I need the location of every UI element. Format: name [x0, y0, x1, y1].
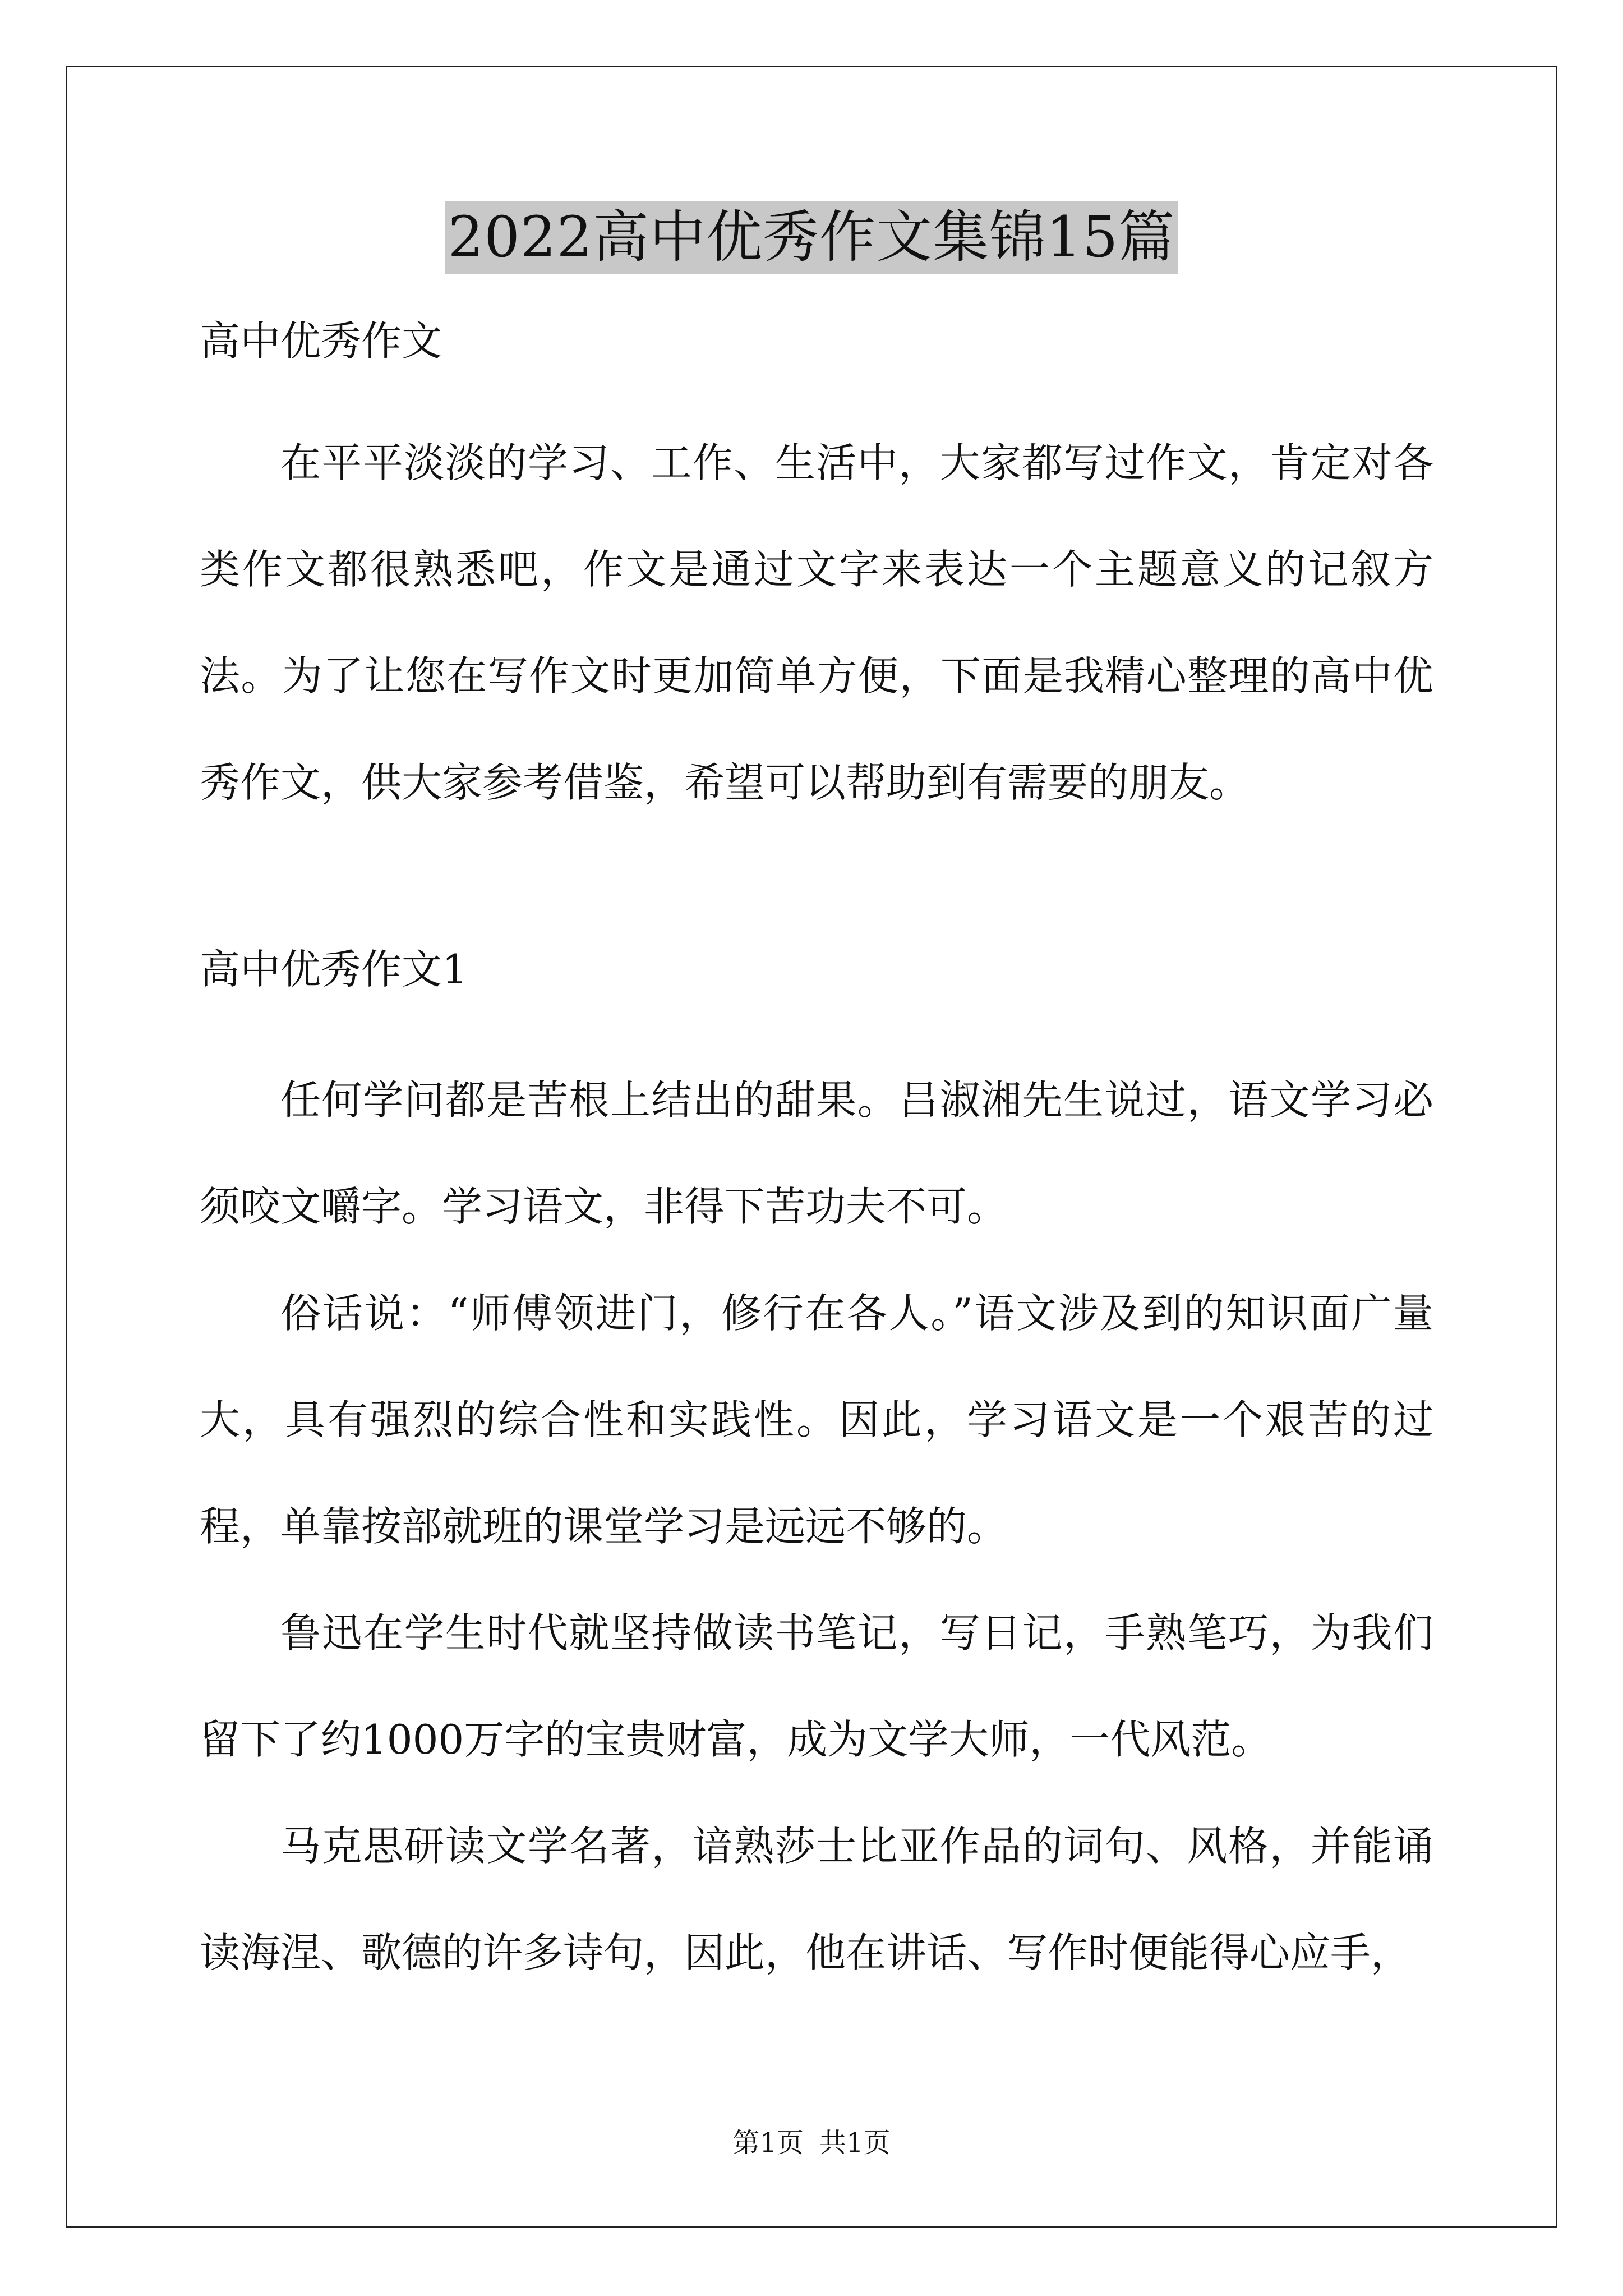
page-number: 第1页: [732, 2127, 804, 2159]
document-title: 2022高中优秀作文集锦15篇: [445, 201, 1179, 274]
essay-heading: 高中优秀作文1: [200, 946, 468, 993]
page-total: 共1页: [819, 2127, 891, 2159]
essay-paragraph: 鲁迅在学生时代就坚持做读书笔记，写日记，手熟笔巧，为我们留下了约1000万字的宝贵财富，成为文学大师，一代风范。: [200, 1609, 1433, 1763]
essay-paragraph: 任何学问都是苦根上结出的甜果。吕淑湘先生说过，语文学习必须咬文嚼字。学习语文，非得下苦功夫不可。: [200, 1076, 1433, 1230]
title-container: [0, 201, 1623, 274]
essay-paragraph: 马克思研读文学名著，谙熟莎士比亚作品的词句、风格，并能诵读海涅、歌德的许多诗句，因此，他在讲话、写作时便能得心应手，: [200, 1823, 1433, 1976]
essay-paragraph: 俗话说：“师傅领进门，修行在各人。”语文涉及到的知识面广量大，具有强烈的综合性和实践性。因此，学习语文是一个艰苦的过程，单靠按部就班的课堂学习是远远不够的。: [200, 1290, 1433, 1550]
intro-heading: 高中优秀作文: [200, 318, 442, 365]
document-body: [200, 314, 1433, 2006]
intro-paragraph: 在平平淡淡的学习、工作、生活中，大家都写过作文，肯定对各类作文都很熟悉吧，作文是通过文字来表达一个主题意义的记叙方法。为了让您在写作文时更加简单方便，下面是我精心整理的高中优秀作文，供大家参考借鉴，希望可以帮助到有需要的朋友。: [200, 439, 1433, 806]
page-footer: [0, 2126, 1623, 2160]
